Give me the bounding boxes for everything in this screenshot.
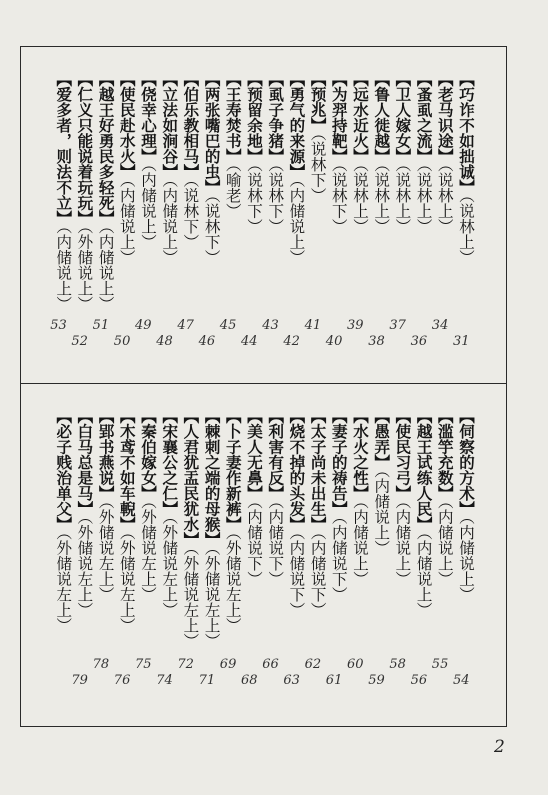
- upper-contents-block: [20, 46, 507, 383]
- entry-page-number: 75: [135, 657, 152, 672]
- entry-title: 利害有反: [266, 423, 286, 486]
- open-bracket: 【: [160, 71, 180, 87]
- entry-source: （内储说上）: [457, 516, 475, 602]
- entry-source: （外储说左上）: [117, 532, 136, 633]
- toc-entry[interactable]: [203, 71, 221, 265]
- toc-entry[interactable]: [372, 71, 390, 234]
- toc-entry[interactable]: [118, 71, 136, 265]
- toc-entry[interactable]: [266, 408, 284, 586]
- entry-page-number: 76: [113, 673, 131, 688]
- close-bracket: 】: [223, 148, 243, 164]
- open-bracket: 【: [308, 408, 328, 424]
- entry-title: 妻子的祷告: [329, 423, 349, 501]
- close-bracket: 】: [96, 210, 116, 226]
- entry-page-number: 69: [219, 657, 237, 672]
- toc-entry[interactable]: [330, 408, 348, 602]
- toc-entry[interactable]: [54, 71, 72, 311]
- toc-entry[interactable]: [372, 408, 390, 555]
- entry-title: 立法如涧谷: [160, 86, 180, 164]
- entry-page-number: 62: [304, 657, 322, 672]
- close-bracket: 】: [75, 501, 95, 517]
- entry-source: （内储说上）: [160, 179, 179, 265]
- toc-entry[interactable]: [203, 408, 221, 648]
- close-bracket: 】: [393, 148, 413, 164]
- entry-page-number: 59: [368, 673, 385, 688]
- entry-title: 郢书燕说: [96, 423, 116, 486]
- page-number: 2: [494, 737, 505, 757]
- close-bracket: 】: [329, 148, 349, 164]
- entry-page-number: 71: [198, 673, 216, 688]
- toc-entry[interactable]: [287, 408, 305, 617]
- entry-page-number: 40: [325, 334, 343, 349]
- entry-source: （说林上）: [414, 164, 433, 234]
- open-bracket: 【: [457, 71, 476, 87]
- entry-source: （内储说上）: [96, 226, 115, 312]
- open-bracket: 【: [435, 71, 455, 87]
- close-bracket: 】: [372, 454, 392, 470]
- open-bracket: 【: [351, 408, 370, 424]
- entry-source: （内储说上）: [351, 501, 369, 587]
- entry-source: （说林上）: [393, 164, 412, 234]
- entry-title: 为羿持靶: [329, 86, 349, 149]
- close-bracket: 】: [181, 164, 201, 180]
- entry-source: （内储说上）: [54, 226, 73, 312]
- entry-title: 必子贱治单父: [54, 423, 74, 517]
- close-bracket: 】: [160, 501, 180, 517]
- entry-title: 卜子妻作新裤: [223, 423, 243, 517]
- open-bracket: 【: [96, 71, 116, 87]
- close-bracket: 】: [223, 516, 243, 532]
- close-bracket: 】: [181, 532, 201, 548]
- close-bracket: 】: [351, 148, 370, 164]
- close-bracket: 】: [457, 501, 476, 517]
- close-bracket: 】: [139, 485, 158, 501]
- entry-source: （喻老）: [223, 164, 242, 219]
- close-bracket: 】: [117, 164, 137, 180]
- toc-entry[interactable]: [266, 71, 284, 234]
- entry-title: 越王试练人民: [414, 423, 434, 517]
- entry-source: （说林下）: [329, 164, 348, 234]
- entry-page-number: 43: [262, 318, 279, 333]
- entry-page-number: 37: [389, 318, 406, 333]
- close-bracket: 】: [117, 516, 137, 532]
- close-bracket: 】: [308, 516, 328, 532]
- entry-page-number: 68: [241, 673, 258, 688]
- entry-title: 人君犹盂民犹水: [181, 423, 201, 532]
- entry-page-number: 63: [283, 673, 300, 688]
- entry-source: （外储说左上）: [139, 501, 157, 602]
- toc-entry[interactable]: [224, 408, 242, 633]
- close-bracket: 】: [351, 485, 370, 501]
- toc-entry[interactable]: [139, 408, 157, 602]
- entry-page-number: 72: [177, 657, 194, 672]
- entry-title: 伯乐教相马: [181, 86, 201, 164]
- entry-page-number: 56: [410, 673, 428, 688]
- open-bracket: 【: [266, 71, 286, 87]
- close-bracket: 】: [457, 179, 476, 195]
- close-bracket: 】: [393, 485, 413, 501]
- entry-source: （内储说上）: [414, 532, 433, 618]
- close-bracket: 】: [245, 148, 264, 164]
- toc-entry[interactable]: [54, 408, 72, 633]
- entry-title: 白马总是马: [75, 423, 95, 501]
- open-bracket: 【: [223, 408, 243, 424]
- entry-title: 棘刺之端的母猴: [202, 423, 222, 532]
- entry-title: 老马识途: [435, 86, 455, 149]
- entry-title: 木鸢不如车輗: [117, 423, 137, 517]
- open-bracket: 【: [308, 71, 328, 87]
- entry-source: （外储说上）: [75, 226, 94, 312]
- entry-source: （外储说左上）: [223, 532, 242, 633]
- close-bracket: 】: [160, 164, 180, 180]
- entry-page-number: 61: [325, 673, 343, 688]
- toc-entry[interactable]: [457, 408, 475, 602]
- entry-source: （内储说下）: [245, 501, 263, 587]
- toc-entry[interactable]: [118, 408, 136, 633]
- entry-page-number: 45: [219, 318, 237, 333]
- entry-title: 太子尚未出生: [308, 423, 328, 517]
- entry-title: 滥竽充数: [435, 423, 455, 486]
- open-bracket: 【: [245, 408, 264, 424]
- entry-source: （内储说下）: [308, 532, 327, 618]
- close-bracket: 】: [308, 117, 328, 133]
- entry-source: （说林下）: [181, 179, 200, 250]
- close-bracket: 】: [54, 516, 74, 532]
- entry-title: 卫人嫁女: [393, 86, 413, 149]
- close-bracket: 】: [414, 148, 434, 164]
- open-bracket: 【: [266, 408, 286, 424]
- close-bracket: 】: [75, 210, 95, 226]
- open-bracket: 【: [223, 71, 243, 87]
- entry-page-number: 42: [283, 334, 300, 349]
- entry-page-number: 44: [241, 334, 258, 349]
- toc-entry[interactable]: [97, 408, 115, 602]
- entry-title: 越王好勇民多轻死: [96, 86, 116, 211]
- entry-page-number: 47: [177, 318, 194, 333]
- entry-source: （说林上）: [351, 164, 369, 234]
- open-bracket: 【: [117, 71, 137, 87]
- entry-title: 爱多者，则法不立: [54, 86, 74, 211]
- entry-source: （说林上）: [457, 195, 475, 265]
- toc-entry[interactable]: [75, 408, 93, 617]
- open-bracket: 【: [351, 71, 370, 87]
- open-bracket: 【: [54, 408, 74, 424]
- entry-source: （说林下）: [308, 133, 327, 203]
- open-bracket: 【: [287, 71, 307, 87]
- close-bracket: 】: [96, 485, 116, 501]
- close-bracket: 】: [287, 164, 307, 180]
- toc-entry[interactable]: [415, 71, 433, 234]
- entry-page-number: 54: [453, 673, 470, 688]
- entry-title: 烧不掉的头发: [287, 423, 307, 517]
- entry-page-number: 74: [156, 673, 173, 688]
- toc-entry[interactable]: [393, 408, 411, 586]
- entry-title: 伺察的方术: [457, 423, 476, 501]
- entry-page-number: 79: [71, 673, 88, 688]
- toc-entry[interactable]: [160, 71, 178, 265]
- entry-source: （内储说上）: [139, 164, 157, 250]
- toc-entry[interactable]: [309, 408, 327, 617]
- lower-contents-block: [20, 383, 507, 727]
- entry-source: （内储说下）: [287, 532, 306, 618]
- entry-source: （外储说左上）: [202, 547, 221, 649]
- entry-title: 使民赴水火: [117, 86, 137, 164]
- entry-page-number: 53: [50, 318, 67, 333]
- toc-entry[interactable]: [245, 408, 263, 586]
- open-bracket: 【: [329, 71, 349, 87]
- toc-entry[interactable]: [309, 71, 327, 203]
- close-bracket: 】: [202, 179, 222, 195]
- close-bracket: 】: [266, 485, 286, 501]
- entry-page-number: 49: [135, 318, 152, 333]
- entry-page-number: 78: [92, 657, 110, 672]
- close-bracket: 】: [139, 148, 158, 164]
- open-bracket: 【: [457, 408, 476, 424]
- entry-title: 预兆: [308, 86, 328, 118]
- open-bracket: 【: [181, 408, 201, 424]
- open-bracket: 【: [414, 71, 434, 87]
- toc-entry[interactable]: [224, 71, 242, 218]
- entry-source: （内储说上）: [435, 501, 454, 587]
- toc-entry[interactable]: [457, 71, 475, 265]
- entry-page-number: 36: [410, 334, 428, 349]
- entry-source: （外储说左上）: [96, 501, 115, 602]
- entry-page-number: 50: [113, 334, 131, 349]
- entry-page-number: 39: [347, 318, 364, 333]
- entry-title: 美人无鼻: [245, 423, 264, 486]
- entry-source: （说林下）: [245, 164, 263, 234]
- toc-entry[interactable]: [393, 71, 411, 234]
- entry-page-number: 31: [453, 334, 470, 349]
- toc-entry[interactable]: [181, 408, 199, 648]
- entry-source: （外储说左上）: [160, 516, 179, 618]
- entry-source: （内储说上）: [117, 179, 136, 265]
- entry-title: 远水近火: [351, 86, 370, 149]
- entry-source: （说林上）: [435, 164, 454, 234]
- entry-source: （内储说下）: [266, 501, 285, 587]
- entry-page-number: 51: [92, 318, 110, 333]
- open-bracket: 【: [393, 408, 413, 424]
- close-bracket: 】: [245, 485, 264, 501]
- entry-title: 使民习弓: [393, 423, 413, 486]
- entry-title: 宋襄公之仁: [160, 423, 180, 501]
- entry-page-number: 60: [347, 657, 364, 672]
- open-bracket: 【: [139, 408, 158, 424]
- entry-page-number: 55: [431, 657, 449, 672]
- entry-source: （内储说上）: [393, 501, 412, 587]
- toc-entry[interactable]: [351, 71, 369, 234]
- open-bracket: 【: [160, 408, 180, 424]
- open-bracket: 【: [372, 408, 392, 424]
- entry-source: （内储说上）: [287, 179, 306, 265]
- open-bracket: 【: [96, 408, 116, 424]
- entry-page-number: 34: [431, 318, 449, 333]
- entry-title: 勇气的来源: [287, 86, 307, 164]
- toc-entry[interactable]: [415, 408, 433, 617]
- toc-entry[interactable]: [181, 71, 199, 249]
- open-bracket: 【: [139, 71, 158, 87]
- close-bracket: 】: [266, 148, 286, 164]
- entry-page-number: 66: [262, 657, 279, 672]
- entry-title: 愚弄: [372, 423, 392, 455]
- entry-title: 侥幸心理: [139, 86, 158, 149]
- entry-title: 巧诈不如拙诚: [457, 86, 476, 180]
- entry-title: 水火之性: [351, 423, 370, 486]
- entry-source: （说林上）: [372, 164, 391, 234]
- entry-source: （说林下）: [202, 195, 221, 265]
- entry-title: 蚤虱之流: [414, 86, 434, 149]
- open-bracket: 【: [181, 71, 201, 87]
- open-bracket: 【: [54, 71, 74, 87]
- entry-title: 虱子争猪: [266, 86, 286, 149]
- entry-page-number: 48: [156, 334, 173, 349]
- open-bracket: 【: [435, 408, 455, 424]
- open-bracket: 【: [372, 71, 392, 87]
- open-bracket: 【: [393, 71, 413, 87]
- toc-entry[interactable]: [436, 71, 454, 234]
- close-bracket: 】: [54, 210, 74, 226]
- entry-title: 两张嘴巴的虫: [202, 86, 222, 180]
- toc-entry[interactable]: [436, 408, 454, 586]
- open-bracket: 【: [117, 408, 137, 424]
- toc-entry[interactable]: [97, 71, 115, 311]
- entry-source: （内储说下）: [329, 516, 348, 602]
- close-bracket: 】: [414, 516, 434, 532]
- open-bracket: 【: [329, 408, 349, 424]
- close-bracket: 】: [329, 501, 349, 517]
- entry-page-number: 46: [198, 334, 216, 349]
- entry-source: （外储说左上）: [54, 532, 73, 633]
- entry-page-number: 52: [71, 334, 88, 349]
- toc-entry[interactable]: [245, 71, 263, 234]
- open-bracket: 【: [75, 408, 95, 424]
- close-bracket: 】: [435, 485, 455, 501]
- entry-page-number: 58: [389, 657, 406, 672]
- entry-title: 预留余地: [245, 86, 264, 149]
- toc-entry[interactable]: [139, 71, 157, 249]
- entry-page-number: 38: [368, 334, 385, 349]
- entry-page-number: 41: [304, 318, 322, 333]
- open-bracket: 【: [75, 71, 95, 87]
- close-bracket: 】: [287, 516, 307, 532]
- entry-title: 仁义只能说着玩玩: [75, 86, 95, 211]
- entry-source: （说林下）: [266, 164, 285, 234]
- open-bracket: 【: [414, 408, 434, 424]
- close-bracket: 】: [202, 532, 222, 548]
- toc-entry[interactable]: [287, 71, 305, 265]
- open-bracket: 【: [245, 71, 264, 87]
- entry-source: （外储说左上）: [75, 516, 94, 618]
- entry-title: 王寿焚书: [223, 86, 243, 149]
- entry-source: （外储说左上）: [181, 547, 200, 649]
- open-bracket: 【: [287, 408, 307, 424]
- entry-source: （内储说上）: [372, 470, 391, 556]
- toc-entry[interactable]: [351, 408, 369, 586]
- open-bracket: 【: [202, 71, 222, 87]
- entry-title: 秦伯嫁女: [139, 423, 158, 486]
- entry-title: 鲁人徙越: [372, 86, 392, 149]
- open-bracket: 【: [202, 408, 222, 424]
- close-bracket: 】: [372, 148, 392, 164]
- toc-entry[interactable]: [75, 71, 93, 311]
- close-bracket: 】: [435, 148, 455, 164]
- toc-entry[interactable]: [330, 71, 348, 234]
- toc-entry[interactable]: [160, 408, 178, 617]
